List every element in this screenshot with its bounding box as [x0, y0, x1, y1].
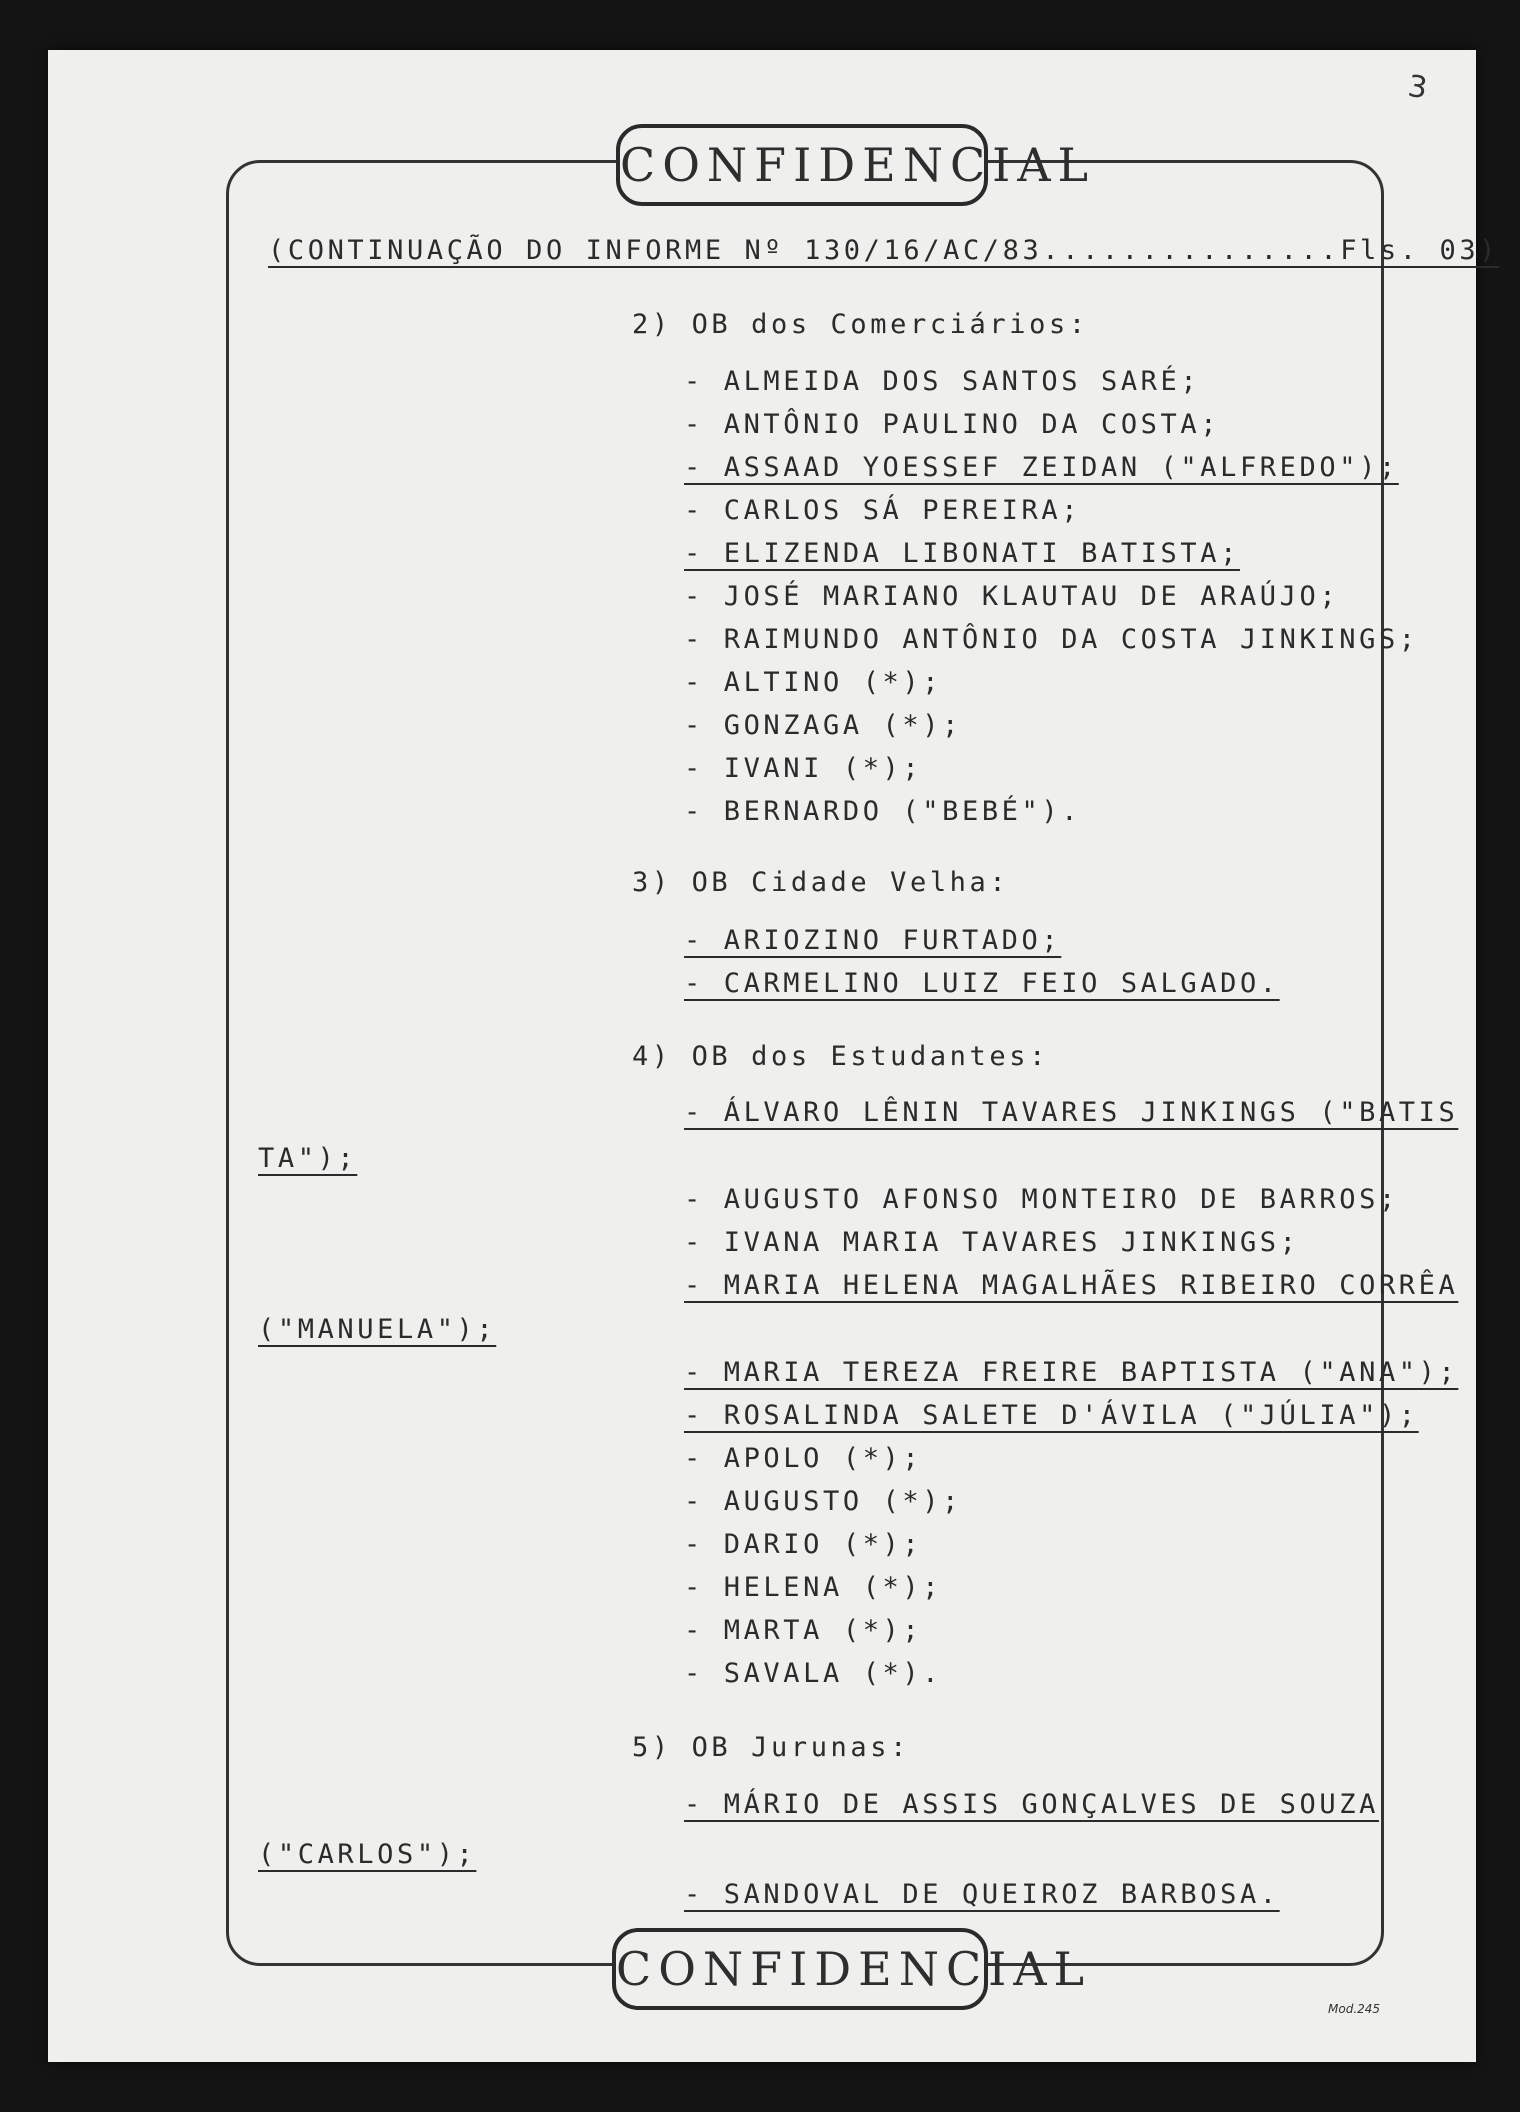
list-item: - ARIOZINO FURTADO;	[684, 925, 1062, 956]
list-item: - AUGUSTO AFONSO MONTEIRO DE BARROS;	[684, 1184, 1399, 1215]
list-item: - BERNARDO ("BEBÉ").	[684, 796, 1082, 827]
list-item: - MÁRIO DE ASSIS GONÇALVES DE SOUZA	[684, 1789, 1379, 1820]
list-item-continuation: ("CARLOS");	[258, 1839, 477, 1870]
section-heading: 2) OB dos Comerciários:	[632, 309, 1089, 340]
list-item: - ASSAAD YOESSEF ZEIDAN ("ALFREDO");	[684, 452, 1399, 483]
list-item: - JOSÉ MARIANO KLAUTAU DE ARAÚJO;	[684, 581, 1340, 612]
list-item: - MARIA TEREZA FREIRE BAPTISTA ("ANA");	[684, 1357, 1459, 1388]
list-item: - DARIO (*);	[684, 1529, 923, 1560]
page-number: 3	[1405, 68, 1430, 107]
list-item: - ALTINO (*);	[684, 667, 943, 698]
section-heading: 3) OB Cidade Velha:	[632, 867, 1010, 898]
list-item: - RAIMUNDO ANTÔNIO DA COSTA JINKINGS;	[684, 624, 1419, 655]
list-item: - ANTÔNIO PAULINO DA COSTA;	[684, 409, 1221, 440]
list-item: - IVANI (*);	[684, 753, 923, 784]
section-heading: 4) OB dos Estudantes:	[632, 1041, 1049, 1072]
confidential-stamp-bottom: CONFIDENCIAL	[612, 1928, 988, 2010]
list-item: - MARTA (*);	[684, 1615, 923, 1646]
list-item: - ÁLVARO LÊNIN TAVARES JINKINGS ("BATIS	[684, 1097, 1459, 1128]
list-item: - CARLOS SÁ PEREIRA;	[684, 495, 1082, 526]
list-item: - IVANA MARIA TAVARES JINKINGS;	[684, 1227, 1300, 1258]
list-item: - AUGUSTO (*);	[684, 1486, 962, 1517]
continuation-header: (CONTINUAÇÃO DO INFORME Nº 130/16/AC/83...............Fls. 03)	[268, 235, 1500, 266]
list-item-continuation: TA");	[258, 1143, 358, 1174]
confidential-stamp-top: CONFIDENCIAL	[616, 124, 988, 206]
list-item: - CARMELINO LUIZ FEIO SALGADO.	[684, 968, 1280, 999]
list-item: - SAVALA (*).	[684, 1658, 943, 1689]
form-code: Mod.245	[1328, 2002, 1381, 2016]
list-item: - ALMEIDA DOS SANTOS SARÉ;	[684, 366, 1201, 397]
list-item: - ROSALINDA SALETE D'ÁVILA ("JÚLIA");	[684, 1400, 1419, 1431]
list-item: - APOLO (*);	[684, 1443, 923, 1474]
section-heading: 5) OB Jurunas:	[632, 1732, 910, 1763]
list-item: - ELIZENDA LIBONATI BATISTA;	[684, 538, 1240, 569]
list-item: - SANDOVAL DE QUEIROZ BARBOSA.	[684, 1879, 1280, 1910]
list-item: - MARIA HELENA MAGALHÃES RIBEIRO CORRÊA	[684, 1270, 1459, 1301]
list-item-continuation: ("MANUELA");	[258, 1314, 497, 1345]
list-item: - HELENA (*);	[684, 1572, 943, 1603]
list-item: - GONZAGA (*);	[684, 710, 962, 741]
